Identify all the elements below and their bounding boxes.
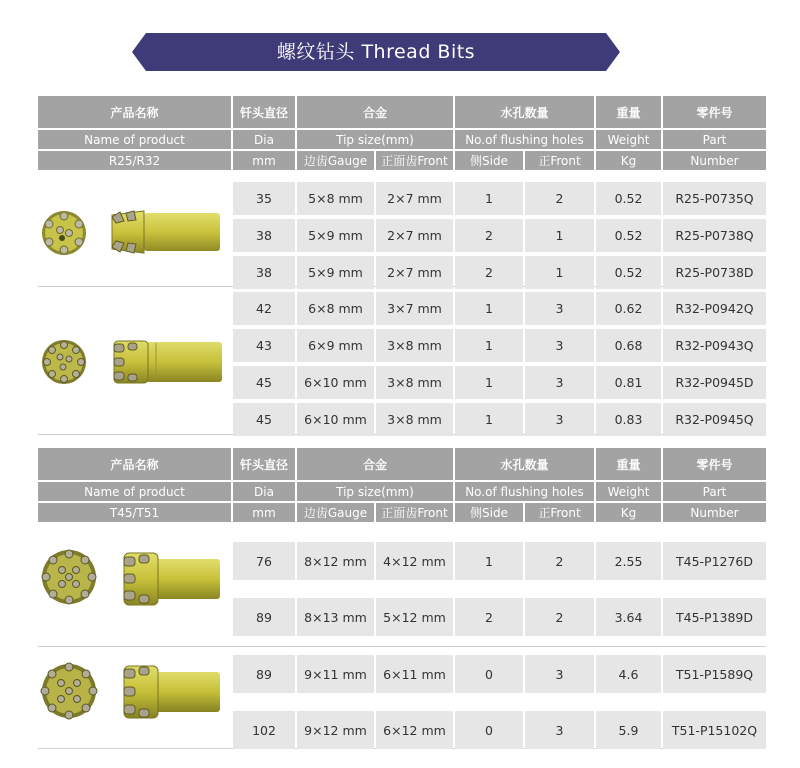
cell-part: R32-P0943Q <box>663 329 766 362</box>
cell-dia: 45 <box>233 366 295 399</box>
bit-side-view-t51 <box>122 664 222 720</box>
cell-part: R32-P0945D <box>663 366 766 399</box>
cell-front-holes: 3 <box>525 711 594 749</box>
cell-weight: 0.68 <box>596 329 661 362</box>
header-series: R25/R32 <box>38 151 231 170</box>
cell-front-holes: 2 <box>525 182 594 215</box>
header-holes-en: No.of flushing holes <box>455 130 594 149</box>
cell-front-tip: 5×12 mm <box>376 598 453 636</box>
cell-dia: 43 <box>233 329 295 362</box>
cell-front-holes: 3 <box>525 329 594 362</box>
title-banner <box>132 33 620 71</box>
cell-gauge: 8×12 mm <box>297 542 374 580</box>
cell-side-holes: 1 <box>455 329 523 362</box>
cell-front-tip: 3×8 mm <box>376 366 453 399</box>
cell-dia: 76 <box>233 542 295 580</box>
header-alloy-cn: 合金 <box>297 448 453 480</box>
header-alloy-en: Tip size(mm) <box>297 482 453 501</box>
cell-gauge: 6×10 mm <box>297 403 374 436</box>
cell-weight: 4.6 <box>596 655 661 693</box>
cell-front-holes: 3 <box>525 292 594 325</box>
bit-side-view-r32 <box>112 338 222 386</box>
cell-front-holes: 1 <box>525 256 594 289</box>
header-dia-en: Dia <box>233 130 295 149</box>
cell-side-holes: 2 <box>455 219 523 252</box>
header-part-cn: 零件号 <box>663 448 766 480</box>
cell-side-holes: 1 <box>455 366 523 399</box>
cell-gauge: 6×10 mm <box>297 366 374 399</box>
cell-gauge: 8×13 mm <box>297 598 374 636</box>
cell-dia: 38 <box>233 219 295 252</box>
cell-dia: 89 <box>233 598 295 636</box>
cell-part: T51-P1589Q <box>663 655 766 693</box>
cell-front-holes: 2 <box>525 542 594 580</box>
header-alloy-cn: 合金 <box>297 96 453 128</box>
header-dia-unit: mm <box>233 151 295 170</box>
header-weight-cn: 重量 <box>596 96 661 128</box>
bit-front-view-r32 <box>40 339 88 385</box>
header-holes-cn: 水孔数量 <box>455 96 594 128</box>
cell-part: T51-P15102Q <box>663 711 766 749</box>
cell-front-holes: 3 <box>525 366 594 399</box>
cell-front-tip: 6×11 mm <box>376 655 453 693</box>
cell-front-tip: 6×12 mm <box>376 711 453 749</box>
header-front-hole: 正Front <box>525 503 594 522</box>
cell-part: R32-P0945Q <box>663 403 766 436</box>
cell-weight: 0.52 <box>596 182 661 215</box>
header-name-en: Name of product <box>38 482 231 501</box>
cell-weight: 0.81 <box>596 366 661 399</box>
header-gauge: 边齿Gauge <box>297 503 374 522</box>
cell-weight: 2.55 <box>596 542 661 580</box>
cell-part: T45-P1389D <box>663 598 766 636</box>
bit-side-view-t45 <box>122 551 222 607</box>
cell-front-holes: 2 <box>525 598 594 636</box>
cell-side-holes: 2 <box>455 256 523 289</box>
cell-gauge: 5×9 mm <box>297 256 374 289</box>
cell-side-holes: 2 <box>455 598 523 636</box>
header-name-cn: 产品名称 <box>38 448 231 480</box>
header-dia-cn: 钎头直径 <box>233 96 295 128</box>
header-part-cn: 零件号 <box>663 96 766 128</box>
cell-side-holes: 1 <box>455 542 523 580</box>
cell-front-tip: 3×8 mm <box>376 403 453 436</box>
cell-weight: 0.83 <box>596 403 661 436</box>
header-side: 侧Side <box>455 151 523 170</box>
header-part-en: Part <box>663 130 766 149</box>
cell-gauge: 9×12 mm <box>297 711 374 749</box>
header-dia-unit: mm <box>233 503 295 522</box>
cell-gauge: 6×9 mm <box>297 329 374 362</box>
header-side: 侧Side <box>455 503 523 522</box>
cell-weight: 5.9 <box>596 711 661 749</box>
header-series: T45/T51 <box>38 503 231 522</box>
cell-gauge: 5×8 mm <box>297 182 374 215</box>
cell-weight: 0.52 <box>596 219 661 252</box>
cell-side-holes: 1 <box>455 292 523 325</box>
header-name-en: Name of product <box>38 130 231 149</box>
header-dia-cn: 钎头直径 <box>233 448 295 480</box>
header-holes-en: No.of flushing holes <box>455 482 594 501</box>
header-alloy-en: Tip size(mm) <box>297 130 453 149</box>
header-name-cn: 产品名称 <box>38 96 231 128</box>
cell-front-tip: 4×12 mm <box>376 542 453 580</box>
bit-side-view-r25 <box>108 209 220 255</box>
cell-weight: 3.64 <box>596 598 661 636</box>
cell-front-tip: 2×7 mm <box>376 182 453 215</box>
header-weight-unit: Kg <box>596 151 661 170</box>
cell-front-tip: 3×8 mm <box>376 329 453 362</box>
header-holes-cn: 水孔数量 <box>455 448 594 480</box>
header-dia-en: Dia <box>233 482 295 501</box>
header-part-unit: Number <box>663 151 766 170</box>
header-part-en: Part <box>663 482 766 501</box>
group-divider <box>38 646 766 647</box>
cell-side-holes: 1 <box>455 182 523 215</box>
cell-dia: 89 <box>233 655 295 693</box>
header-front-hole: 正Front <box>525 151 594 170</box>
header-part-unit: Number <box>663 503 766 522</box>
page-title: 螺纹钻头 Thread Bits <box>276 41 476 63</box>
bit-front-view-t51 <box>40 662 98 720</box>
cell-front-holes: 3 <box>525 655 594 693</box>
header-weight-en: Weight <box>596 482 661 501</box>
header-front-tip: 正面齿Front <box>376 503 453 522</box>
bit-front-view-r25 <box>40 209 88 257</box>
header-front-tip: 正面齿Front <box>376 151 453 170</box>
cell-weight: 0.62 <box>596 292 661 325</box>
cell-part: R25-P0738D <box>663 256 766 289</box>
cell-side-holes: 0 <box>455 655 523 693</box>
cell-front-tip: 3×7 mm <box>376 292 453 325</box>
cell-gauge: 9×11 mm <box>297 655 374 693</box>
cell-dia: 35 <box>233 182 295 215</box>
cell-dia: 38 <box>233 256 295 289</box>
cell-front-holes: 1 <box>525 219 594 252</box>
cell-weight: 0.52 <box>596 256 661 289</box>
cell-gauge: 6×8 mm <box>297 292 374 325</box>
header-weight-cn: 重量 <box>596 448 661 480</box>
cell-dia: 42 <box>233 292 295 325</box>
cell-front-holes: 3 <box>525 403 594 436</box>
bit-front-view-t45 <box>40 548 98 606</box>
cell-part: R32-P0942Q <box>663 292 766 325</box>
cell-part: R25-P0735Q <box>663 182 766 215</box>
header-weight-en: Weight <box>596 130 661 149</box>
cell-front-tip: 2×7 mm <box>376 256 453 289</box>
cell-front-tip: 2×7 mm <box>376 219 453 252</box>
header-gauge: 边齿Gauge <box>297 151 374 170</box>
cell-dia: 45 <box>233 403 295 436</box>
cell-side-holes: 0 <box>455 711 523 749</box>
header-weight-unit: Kg <box>596 503 661 522</box>
cell-dia: 102 <box>233 711 295 749</box>
cell-part: T45-P1276D <box>663 542 766 580</box>
cell-part: R25-P0738Q <box>663 219 766 252</box>
cell-gauge: 5×9 mm <box>297 219 374 252</box>
cell-side-holes: 1 <box>455 403 523 436</box>
